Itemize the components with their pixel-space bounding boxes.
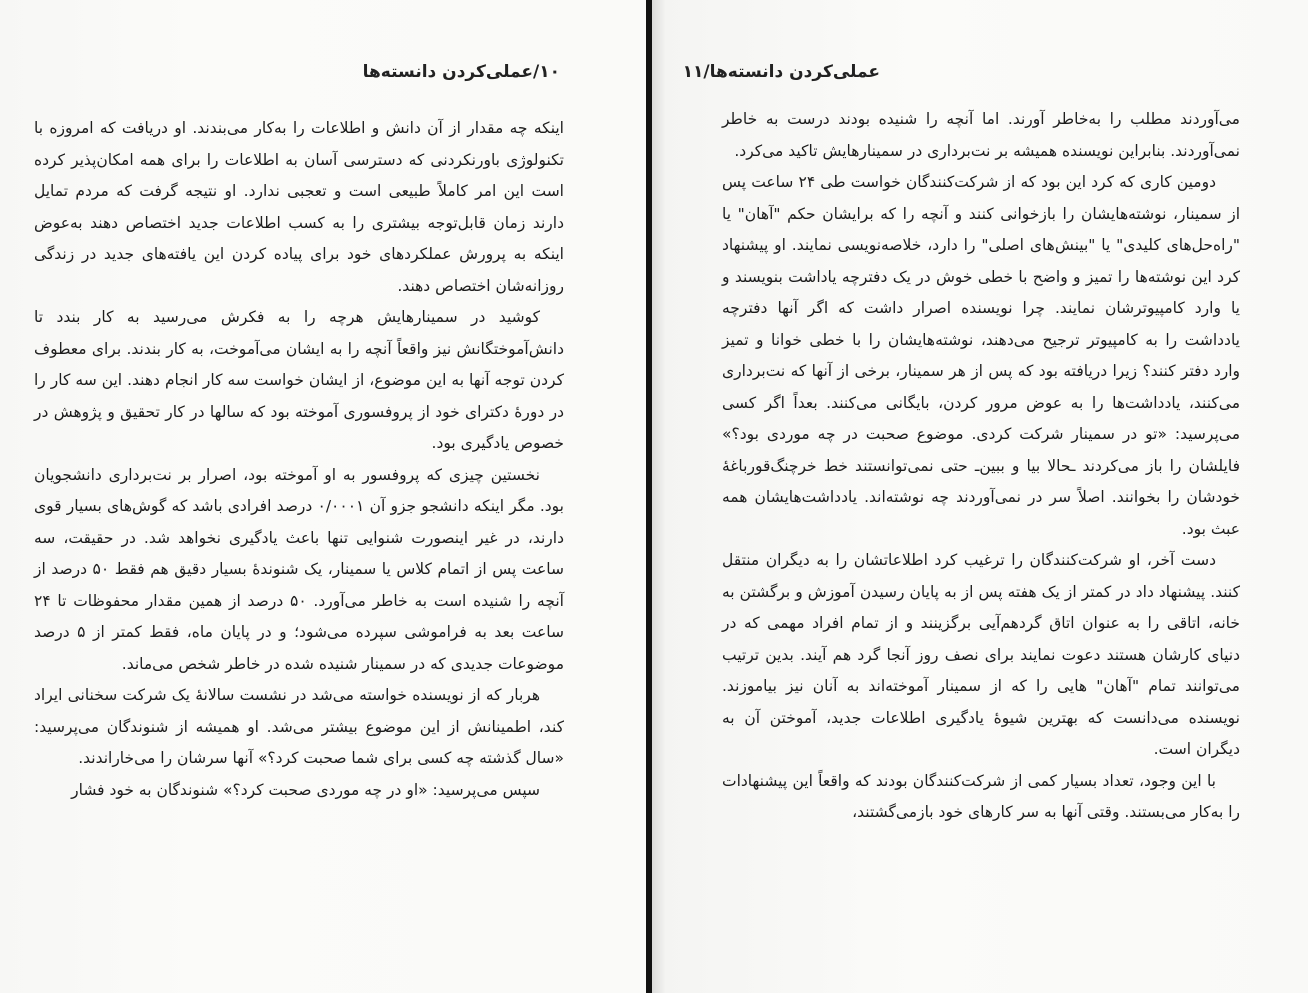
left-paragraph-4: هربار که از نویسنده خواسته می‌شد در نشست سالانهٔ یک شرکت سخنانی ایراد کند، اطمینانش از این موضوع بیشتر می‌شد. او همیشه از شنوندگان می‌پرسید: «سال گذشته چه کسی برای شما صحبت کرد؟» آنها سرشان را می‌خاراندند.	[34, 686, 564, 767]
left-paragraph-1: اینکه چه مقدار از آن دانش و اطلاعات را به‌کار می‌بندند. او دریافت که امروزه با تکنولوژی باورنکردنی که دسترسی آسان به اطلاعات را برای همه امکان‌پذیر کرده است این امر کاملاً طبیعی است و تعجبی ندارد. او نتیجه گرفت که مردم تمایل دارند زمان قابل‌توجه بیشتری را به کسب اطلاعات جدید اختصاص دهند به‌عوض اینکه به پرورش عملکردهای خود برای پیاده کردن این یافته‌های جدید در زندگی روزانه‌شان اختصاص دهند.	[34, 119, 564, 295]
left-paragraph-5: سپس می‌پرسید: «او در چه موردی صحبت کرد؟» شنوندگان به خود فشار	[71, 780, 540, 799]
right-paragraph-3: دست آخر، او شرکت‌کنندگان را ترغیب کرد اطلاعاتشان را به دیگران منتقل کنند. پیشنهاد داد در کمتر از یک هفته پس از به پایان رسیدن آموزش و برگشتن به خانه، اتاقی را به عنوان اتاق گردهم‌آیی برگزینند و از تمام افراد مهمی که در دنیای کارشان هستند دعوت نمایند برای نصف روز آنجا گرد هم آیند. بدین ترتیب می‌توانند تمام "آهان" هایی را که از سمینار آموخته‌اند به آنان نیز بیاموزند. نویسنده می‌دانست که بهترین شیوهٔ یادگیری اطلاعات جدید، آموختن آن به دیگران است.	[722, 551, 1240, 758]
right-running-head: عملی‌کردن دانسته‌ها/۱۱	[682, 62, 880, 82]
right-paragraph-1: می‌آوردند مطلب را به‌خاطر آورند. اما آنچه را شنیده بودند درست به خاطر نمی‌آوردند. بنابراین نویسنده همیشه بر نت‌برداری در سمینارهایش تاکید می‌کرد.	[722, 110, 1240, 160]
right-body-text	[722, 104, 1240, 829]
left-paragraph-2: کوشید در سمینارهایش هرچه را به فکرش می‌رسید به کار بندد تا دانش‌آموختگانش نیز واقعاً آنچه را به ایشان می‌آموخت، به کار بندند. برای معطوف کردن توجه آنها به این موضوع، از ایشان خواست سه کار انجام دهند. این سه کار را در دورهٔ دکترای خود از پروفسوری آموخته بود که سالها در کار تحقیق و پژوهش در خصوص یادگیری بود.	[34, 308, 564, 452]
left-body-text	[34, 113, 564, 806]
left-page	[0, 0, 646, 993]
left-paragraph-3: نخستین چیزی که پروفسور به او آموخته بود، اصرار بر نت‌برداری دانشجویان بود. مگر اینکه دانشجو جزو آن ۰/۰۰۰۱ درصد افرادی باشد که گوش‌های بسیار قوی دارند، در غیر اینصورت شنوایی تنها باعث یادگیری نخواهد شد. در حقیقت، سه ساعت پس از اتمام کلاس یا سمینار، یک شنوندهٔ بسیار دقیق هم فقط ۵۰ درصد از آنچه را شنیده است به خاطر می‌آورد. ۵۰ درصد از همین مقدار محفوظات تا ۲۴ ساعت بعد به فراموشی سپرده می‌شود؛ و در پایان ماه، فقط کمتر از ۵ درصد موضوعات جدیدی که در سمینار شنیده شده در خاطر شخص می‌ماند.	[34, 465, 564, 673]
right-paragraph-4: با این وجود، تعداد بسیار کمی از شرکت‌کنندگان بودند که واقعاً این پیشنهادات را به‌کار می‌بستند. وقتی آنها به سر کارهای خود بازمی‌گشتند،	[722, 771, 1240, 821]
right-paragraph-2: دومین کاری که کرد این بود که از شرکت‌کنندگان خواست طی ۲۴ ساعت پس از سمینار، نوشته‌هایشان را بازخوانی کنند و آنچه را که برایشان حکم "آهان" یا "راه‌حل‌های کلیدی" یا "بینش‌های اصلی" را دارد، خلاصه‌نویسی نمایند. او پیشنهاد کرد این نوشته‌ها را تمیز و واضح با خطی خوش در یک دفترچه یاداشت بنویسند و یا وارد کامپیوترشان نمایند. چرا نویسنده اصرار داشت که اگر آنها دفترچه یادداشت را به کامپیوتر ترجیح می‌دهند، نوشته‌هایشان را با خطی خوانا و تمیز وارد دفتر کنند؟ زیرا دریافته بود که پس از هر سمینار، برخی از آنها که نت‌برداری می‌کنند، یادداشت‌ها را به عوض مرور کردن، بایگانی می‌کنند. بعداً اگر کسی می‌پرسید: «تو در سمینار شرکت کردی. موضوع صحبت در چه موردی بود؟» فایلشان را باز می‌کردند ـحالا بیا و ببین‌ـ حتی نمی‌توانستند خط خرچنگ‌قورباغهٔ خودشان را بخوانند. اصلاً سر در نمی‌آوردند چه نوشته‌اند. یادداشت‌هایشان همه عبث بود.	[722, 173, 1240, 538]
left-running-head: ۱۰/عملی‌کردن دانسته‌ها	[362, 62, 560, 82]
gutter-shadow	[652, 0, 666, 993]
right-page	[652, 0, 1308, 993]
